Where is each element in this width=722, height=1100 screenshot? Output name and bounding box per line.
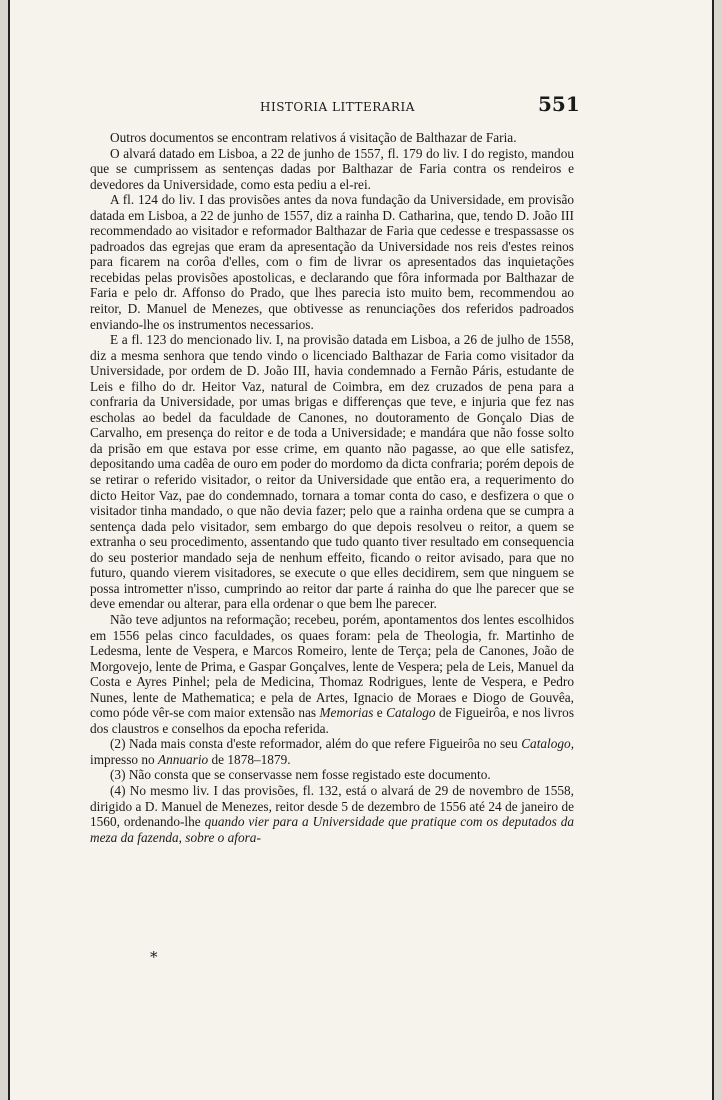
footnote-4: [90, 783, 574, 845]
paragraph: [90, 612, 574, 736]
footer-asterisk: *: [150, 948, 158, 966]
catalogo-title: Catalogo: [521, 736, 571, 752]
paragraph-text: Não teve adjuntos na reformação; recebeu, porém, apontamentos dos lentes escolhidos em 1556 pelas cinco faculdades, os quaes foram: pela de Theologia, fr. Martinho de Ledesma, lente de Vespera, e Marcos Romeiro, lente de Terça; pela de Canones, João de Morgovejo, lente de Prima, e Gaspar Gonçalves, lente de Vespera; pela de Leis, Manuel da Costa e Ayres Pinhel; pela de Medicina, Thomaz Rodrigues, lente de Vespera, e Pedro Nunes, lente de Mathematica; e pela de Artes, Ignacio de Moraes e Diogo de Gouvêa, como póde vêr-se com maior extensão nas: [90, 611, 574, 721]
running-title: HISTORIA LITTERARIA: [260, 100, 415, 114]
conjunction: e: [376, 705, 383, 721]
body-text: [90, 130, 574, 845]
footnote-italic-text: quando vier para a Universidade que pratique com os deputados da meza da fazenda, sobre o afora-: [90, 814, 574, 845]
document-page: [8, 0, 714, 1100]
paragraph-text-end: de Figueirôa, e nos livros dos claustros e conselhos da epocha referida.: [90, 705, 575, 736]
catalogo-title: Catalogo: [386, 705, 436, 721]
footnote-text: (4) No mesmo liv. I das provisões, fl. 132, está o alvará de 29 de novembro de 1558, dirigido a D. Manuel de Menezes, reitor desde 5 de dezembro de 1556 até 24 de janeiro de 1560, ordenando-lhe: [90, 782, 574, 830]
footnote-text: de 1878–1879.: [211, 751, 291, 767]
paragraph: E a fl. 123 do mencionado liv. I, na provisão datada em Lisboa, a 26 de julho de 1558, diz a mesma senhora que tendo vindo o licenciado Balthazar de Faria como visitador da Universidade, por ordem de D. João III, havia condemnado a Fernão Páris, estudante de Leis e filho do dr. Heitor Vaz, natural de Coimbra, em dez cruzados de pena para a confraria da Universidade, por umas brigas e differenças que teve, e injuria que fez nas escholas ao bedel da faculdade de Canones, no doutoramento de Gonçalo Dias de Carvalho, em presença do reitor e de toda a Universidade; e mandára que não fosse solto da prisão em que estava por esse crime, em quanto não pagasse, ao que elle satisfez, depositando uma cadêa de ouro em poder do mordomo da dicta confraria; porém depois de se retirar o referido visitador, o reitor da Universidade que então era, a requerimento do dicto Heitor Vaz, pae do condemnado, tornara a tomar conta do caso, e desfizera o que o visitador tinha mandado, o que não devia fazer; pelo que a rainha ordena que se cumpra a sentença dada pelo visitador, sem embargo do que depois resolveu o reitor, a quem se extranha o seu procedimento, assentando que tudo quanto tiver resultado em consequencia do seu posterior mandado seja de nenhum effeito, ficando o reitor avisado, para que no futuro, quando vierem visitadores, se execute o que elles decidirem, sem que ninguem se possa intrometter n'isso, cumprindo ao reitor dar parte á rainha do que lhe parecer que se deve emendar ou alterar, para ella ordenar o que bem lhe parecer.: [90, 332, 574, 612]
page-header: [10, 92, 716, 122]
footnote-text: (2) Nada mais consta d'este reformador, além do que refere Figueirôa no seu: [110, 736, 518, 752]
footnote-2: [90, 736, 574, 767]
paragraph: Outros documentos se encontram relativos á visitação de Balthazar de Faria.: [110, 130, 517, 145]
footnote-3: (3) Não consta que se conservasse nem fosse registado este documento.: [110, 767, 491, 783]
paragraph: O alvará datado em Lisboa, a 22 de junho de 1557, fl. 179 do liv. I do registo, mandou que se cumprissem as sentenças dadas por Balthazar de Faria contra os rendeiros e devedores da Universidade, como esta pediu a el-rei.: [90, 145, 574, 192]
memorias-title: Memorias: [319, 705, 374, 721]
paragraph: A fl. 124 do liv. I das provisões antes da nova fundação da Universidade, em provisão datada em Lisboa, a 22 de junho de 1557, diz a rainha D. Catharina, que, tendo D. João III recommendado ao visitador e reformador Balthazar de Faria que cedesse e trespassasse os padroados das egrejas que eram da apresentação da Universidade nos reis d'estes reinos para ficarem na corôa d'elles, com o fim de livrar os apresentados das inquietações recebidas pelas provisões apostolicas, e declarando que fôra informada por Balthazar de Faria e pelo dr. Affonso do Prado, que lhes parecia isto muito bem, recommendou ao reitor, D. Manuel de Menezes, que obtivesse as renunciações dos referidos padroados enviando-lhe os instrumentos necessarios.: [90, 192, 574, 332]
footnote-text: , impresso no: [90, 736, 575, 767]
page-number: 551: [538, 92, 580, 116]
annuario-title: Annuario: [157, 751, 209, 767]
